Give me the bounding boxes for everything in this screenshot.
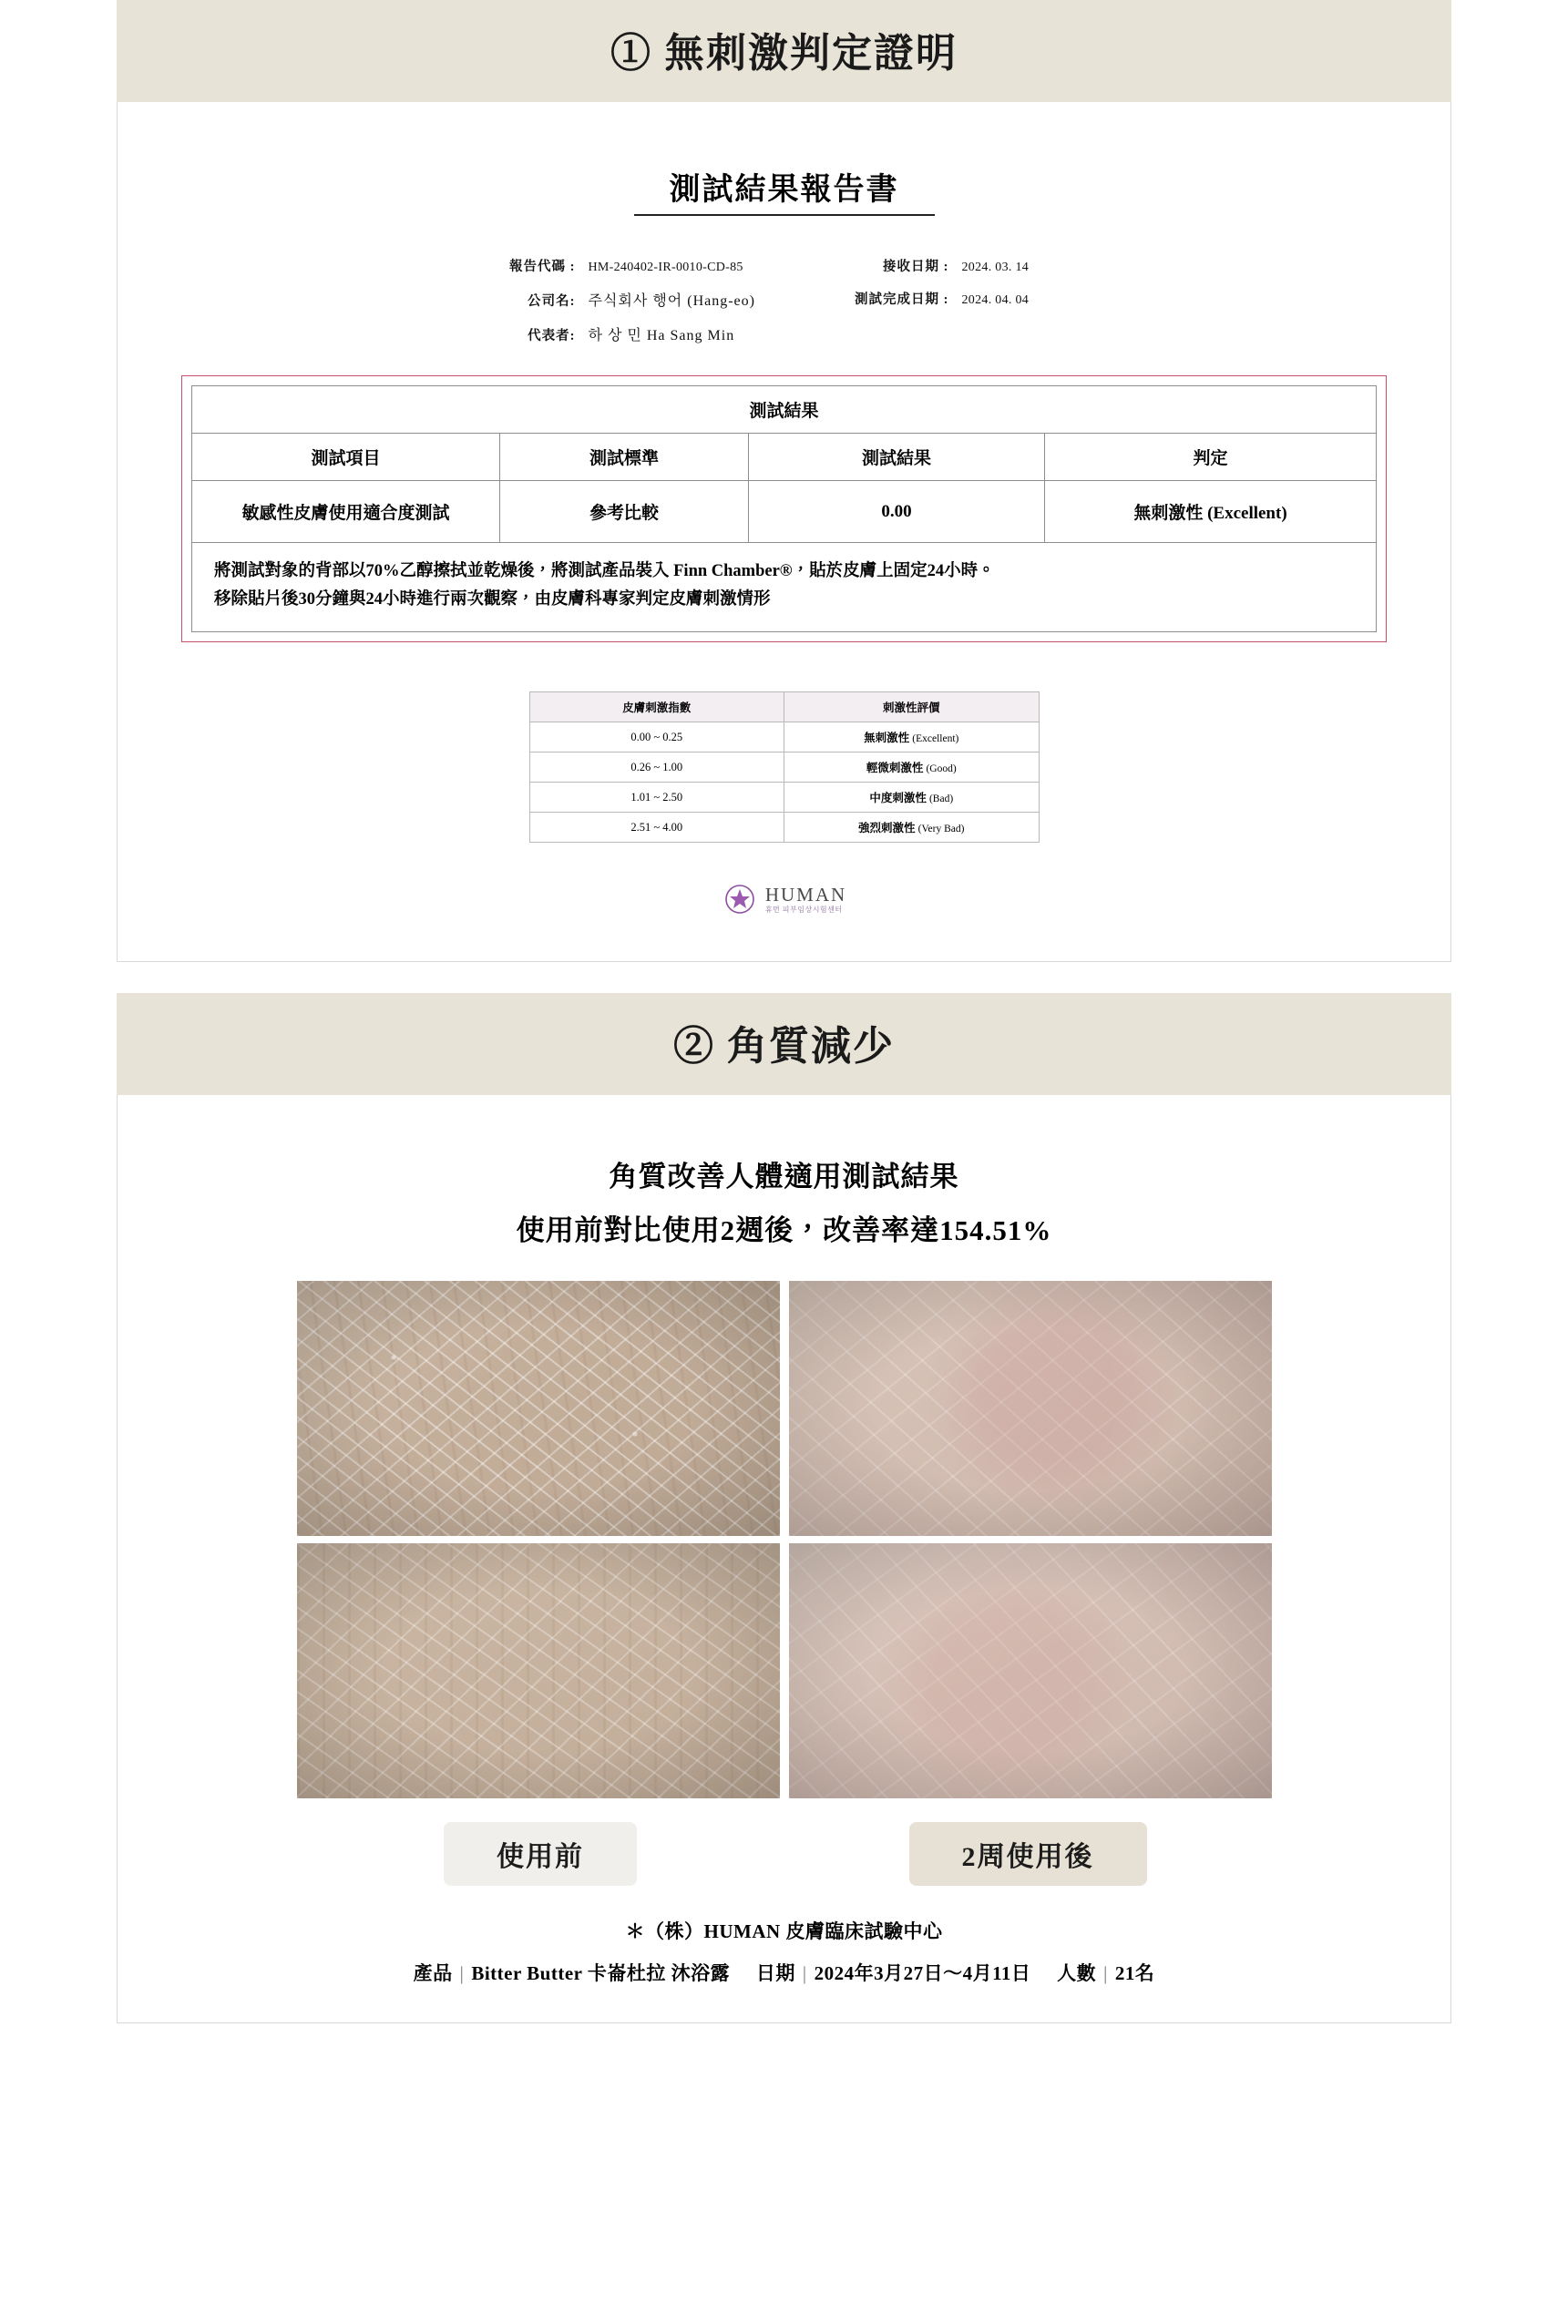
index-grade-2 [784, 783, 1040, 813]
result-cell-standard: 參考比較 [500, 481, 749, 543]
study-date-value: 2024年3月27日～4月11日 [814, 1962, 1031, 1985]
result-cell-judgement: 無刺激性 (Excellent) [1045, 481, 1377, 543]
meta-label-representative: 代表者: [528, 329, 576, 343]
study-date-label: 日期 [755, 1962, 795, 1985]
index-grade-en-0: (Excellent) [912, 733, 959, 745]
divider-3: | [1103, 1962, 1108, 1985]
result-table-caption-row [192, 386, 1377, 434]
study-institution: ＊（株）HUMAN 皮膚臨床試驗中心 [625, 1920, 943, 1943]
comparison-labels [297, 1822, 1272, 1886]
result-cell-item: 敏感性皮膚使用適合度測試 [192, 481, 500, 543]
table-row [529, 752, 1039, 783]
index-col-score: 皮膚刺激指數 [529, 692, 784, 722]
index-header-row [529, 692, 1039, 722]
human-logo-subtitle: 휴먼 피부임상시험센터 [764, 905, 843, 914]
divider-2: | [802, 1962, 807, 1985]
photo-after-bottom [789, 1543, 1272, 1798]
result-table [191, 385, 1377, 543]
table-row [192, 481, 1377, 543]
meta-label-company: 公司名: [528, 294, 576, 309]
human-logo [163, 881, 1405, 917]
report-meta [163, 256, 1405, 344]
irritation-index-table [529, 691, 1040, 843]
result-method-note [191, 543, 1377, 632]
result-col-judgement: 判定 [1045, 434, 1377, 481]
photo-vignette [789, 1281, 1272, 1536]
photo-vignette [789, 1543, 1272, 1798]
result-table-caption: 測試結果 [192, 386, 1377, 434]
study-footnote [163, 1917, 1405, 1986]
result-method-note-line1: 將測試對象的背部以70%乙醇擦拭並乾燥後，將測試產品裝入 Finn Chamber®，貼於皮膚上固定24小時。 [214, 562, 995, 580]
photo-before-bottom [297, 1543, 780, 1798]
section1-title: ① 無刺激判定證明 [610, 31, 958, 76]
index-range-2: 1.01 ~ 2.50 [529, 783, 784, 813]
meta-row-company [470, 289, 825, 310]
index-grade-3 [784, 813, 1040, 843]
result-col-standard: 測試標準 [500, 434, 749, 481]
meta-row-completed-date [825, 289, 1099, 308]
report-meta-left [470, 256, 825, 344]
index-grade-zh-0: 無刺激性 [864, 732, 910, 745]
index-grade-zh-1: 輕微刺激性 [866, 762, 924, 775]
index-grade-0 [784, 722, 1040, 752]
index-range-0: 0.00 ~ 0.25 [529, 722, 784, 752]
meta-row-received-date [825, 256, 1099, 275]
photo-vignette [297, 1281, 780, 1536]
study-details [163, 1959, 1405, 1986]
comparison-photo-grid [297, 1281, 1272, 1798]
section2-title: ② 角質減少 [673, 1024, 895, 1070]
index-range-1: 0.26 ~ 1.00 [529, 752, 784, 783]
result-table-box [181, 375, 1387, 642]
label-after: 2周使用後 [909, 1822, 1147, 1886]
result-col-result: 測試結果 [749, 434, 1045, 481]
report-title: 測試結果報告書 [669, 173, 899, 207]
meta-value-report-code: HM-240402-IR-0010-CD-85 [588, 261, 743, 274]
flower-icon [722, 881, 758, 917]
keratin-heading [163, 1153, 1405, 1248]
human-logo-text [764, 883, 847, 914]
meta-row-representative [470, 323, 825, 344]
meta-value-completed-date: 2024. 04. 04 [961, 293, 1030, 307]
index-grade-en-1: (Good) [926, 763, 957, 775]
index-grade-en-2: (Bad) [928, 793, 954, 805]
human-logo-name: HUMAN [764, 883, 847, 906]
table-row [529, 813, 1039, 843]
photo-before-top [297, 1281, 780, 1536]
meta-row-report-code [470, 256, 825, 275]
result-method-note-line2: 移除貼片後30分鐘與24小時進行兩次觀察，由皮膚科專家判定皮膚刺激情形 [214, 589, 771, 609]
study-product-label: 產品 [413, 1962, 453, 1985]
irritation-index-wrap [163, 691, 1405, 843]
index-grade-zh-3: 強烈刺激性 [858, 822, 916, 835]
divider-1: | [459, 1962, 465, 1985]
result-table-header-row [192, 434, 1377, 481]
table-row [529, 783, 1039, 813]
table-row [529, 722, 1039, 752]
study-count-label: 人數 [1057, 1962, 1097, 1985]
meta-value-received-date: 2024. 03. 14 [961, 261, 1030, 274]
section2-header-bar [117, 993, 1451, 1095]
section1-body [117, 102, 1451, 962]
study-product-value: Bitter Butter 卡崙杜拉 沐浴露 [471, 1962, 731, 1985]
meta-value-representative: 하 상 민 Ha Sang Min [588, 328, 735, 343]
index-range-3: 2.51 ~ 4.00 [529, 813, 784, 843]
keratin-heading-line2: 使用前對比使用2週後，改善率達154.51% [516, 1214, 1052, 1247]
report-meta-right [825, 256, 1099, 344]
index-grade-1 [784, 752, 1040, 783]
meta-label-received-date: 接收日期 : [883, 260, 949, 274]
label-before: 使用前 [444, 1822, 637, 1886]
section-keratin-reduction [117, 993, 1451, 2023]
section1-header-bar [117, 0, 1451, 102]
index-grade-zh-2: 中度刺激性 [869, 792, 927, 805]
report-title-underline [634, 214, 935, 216]
section-no-irritation [117, 0, 1451, 962]
photo-after-top [789, 1281, 1272, 1536]
meta-label-report-code: 報告代碼 : [509, 260, 576, 274]
index-col-grade: 刺激性評價 [784, 692, 1040, 722]
result-cell-result: 0.00 [749, 481, 1045, 543]
keratin-heading-line1: 角質改善人體適用測試結果 [609, 1161, 959, 1193]
section2-body [117, 1095, 1451, 2023]
photo-vignette [297, 1543, 780, 1798]
meta-value-company: 주식회사 행어 (Hang-eo) [588, 293, 755, 309]
index-grade-en-3: (Very Bad) [917, 824, 965, 835]
meta-label-completed-date: 測試完成日期 : [855, 292, 949, 307]
section-divider [0, 962, 1568, 993]
result-col-item: 測試項目 [192, 434, 500, 481]
study-count-value: 21名 [1114, 1962, 1155, 1985]
